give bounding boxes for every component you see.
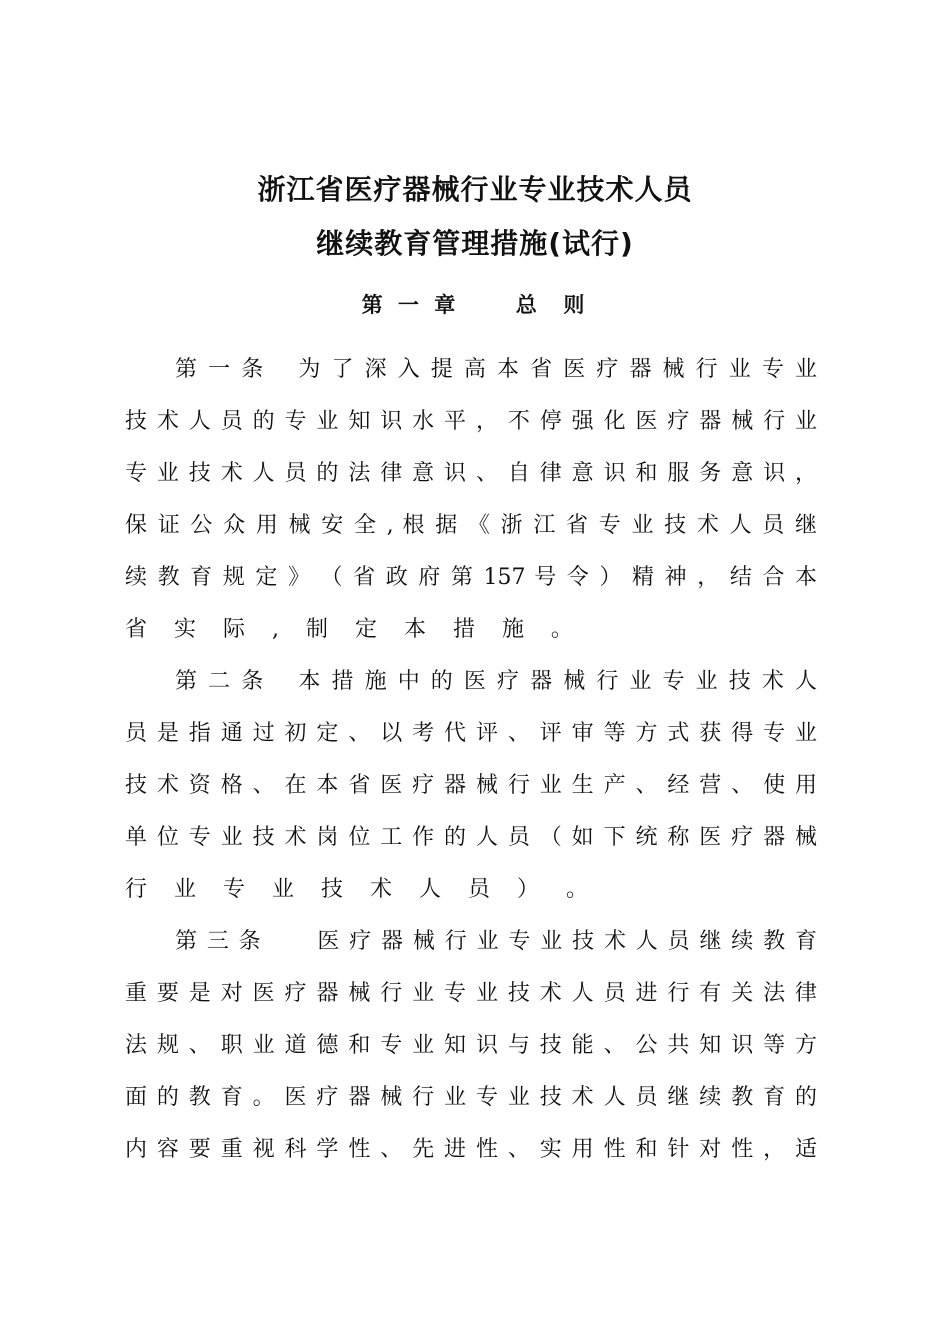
document-title-line-2: 继续教育管理措施(试行) (316, 227, 634, 260)
article-3-line-3: 法 规 、 职 业 道 德 和 专 业 知 识 与 技 能 、 公 共 知 识 等 方 (125, 1033, 817, 1058)
document-title-line-1: 浙江省医疗器械行业专业技术人员 (257, 173, 693, 206)
article-2-line-2: 员 是 指 通 过 初 定 、 以 考 代 评 、 评 审 等 方 式 获 得 专 业 (125, 721, 817, 746)
article-1-line-4: 保 证 公 众 用 械 安 全 , 根 据 《 浙 江 省 专 业 技 术 人 员 继 (125, 513, 817, 538)
article-1-line-2: 技 术 人 员 的 专 业 知 识 水 平 ， 不 停 强 化 医 疗 器 械 行 业 (125, 409, 817, 434)
article-3-line-4: 面 的 教 育 。 医 疗 器 械 行 业 专 业 技 术 人 员 继 续 教 育 的 (125, 1085, 817, 1110)
article-3-line-1: 第 三 条 医 疗 器 械 行 业 专 业 技 术 人 员 继 续 教 育 (175, 929, 817, 954)
article-2-line-4: 单 位 专 业 技 术 岗 位 工 作 的 人 员 （ 如 下 统 称 医 疗 器 械 (125, 825, 817, 850)
article-3-line-5: 内 容 要 重 视 科 学 性 、 先 进 性 、 实 用 性 和 针 对 性 ， 适 (125, 1137, 817, 1162)
article-2-line-3: 技 术 资 格 、 在 本 省 医 疗 器 械 行 业 生 产 、 经 营 、 使 用 (125, 773, 817, 798)
article-1-line-3: 专 业 技 术 人 员 的 法 律 意 识 、 自 律 意 识 和 服 务 意 识 ， (125, 461, 817, 486)
chapter-heading: 第 一 章 总 则 (361, 293, 589, 317)
article-1-line-1: 第 一 条 为 了 深 入 提 高 本 省 医 疗 器 械 行 业 专 业 (175, 357, 817, 382)
article-1-line-5: 续 教 育 规 定 》 （ 省 政 府 第 157 号 令 ） 精 神 ， 结 合 本 (125, 565, 817, 590)
article-3-line-2: 重 要 是 对 医 疗 器 械 行 业 专 业 技 术 人 员 进 行 有 关 法 律 (125, 981, 817, 1006)
article-1-line-6: 省 实 际 , 制 定 本 措 施 。 (125, 617, 583, 642)
article-2-line-1: 第 二 条 本 措 施 中 的 医 疗 器 械 行 业 专 业 技 术 人 (175, 669, 817, 694)
article-2-line-5: 行 业 专 业 技 术 人 员 ） 。 (125, 877, 598, 902)
